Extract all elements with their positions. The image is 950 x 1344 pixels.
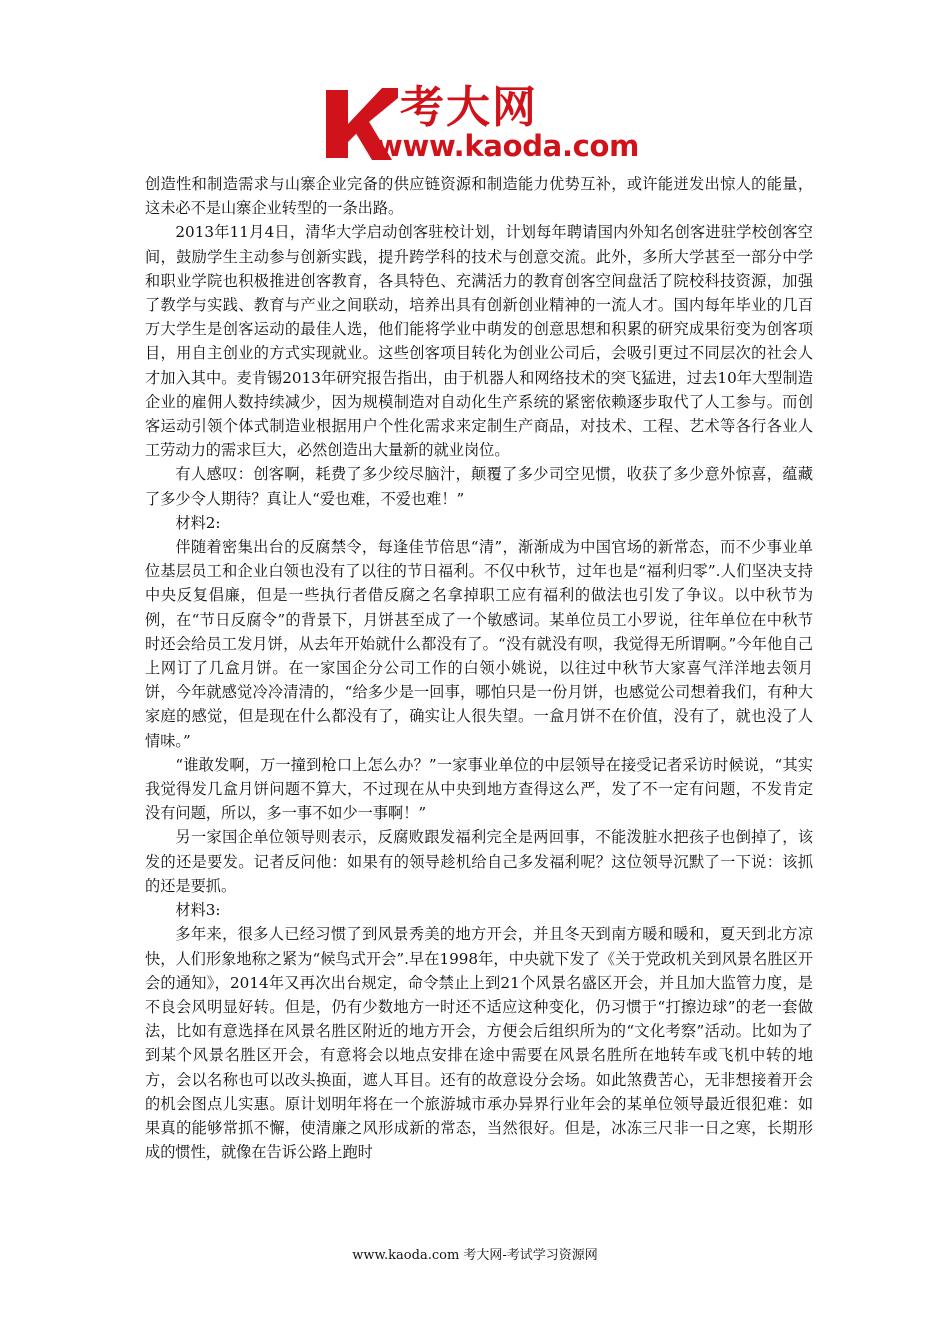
page-footer: www.kaoda.com 考大网-考试学习资源网 [352,1248,598,1263]
logo-url: www.kaoda.com [376,129,640,163]
material-3-heading: 材料3: [175,901,221,920]
article-body [145,172,813,1164]
site-logo[interactable] [318,84,638,164]
paragraph-1: 创造性和制造需求与山寨企业完备的供应链资源和制造能力优势互补，或许能迸发出惊人的能量，这未必不是山寨企业转型的一条出路。 [145,175,813,218]
paragraph-5: 伴随着密集出台的反腐禁令，每逢佳节倍思“清”，渐渐成为中国官场的新常态，而不少事业单位基层员工和企业白领也没有了以往的节日福利。不仅中秋节，过年也是“福利归零”.人们坚决支持中央反复倡廉，但是一些执行者借反腐之名拿掉职工应有福利的做法也引发了争议。以中秋节为例，在“节日反腐令”的背景下，月饼甚至成了一个敏感词。某单位员工小罗说，往年单位在中秋节时还会给员工发月饼，从去年开始就什么都没有了。“没有就没有呗，我觉得无所谓啊。”今年他自己上网订了几盒月饼。在一家国企分公司工作的白领小姚说，以往过中秋节大家喜气洋洋地去领月饼，今年就感觉冷冷清清的，“给多少是一回事，哪怕只是一份月饼，也感觉公司想着我们，有种大家庭的感觉，但是现在什么都没有了，确实让人很失望。一盒月饼不在价值，没有了，就也没了人情味。” [145,538,813,750]
paragraph-9: 多年来，很多人已经习惯了到风景秀美的地方开会，并且冬天到南方暖和暖和，夏天到北方凉快，人们形象地称之紧为“候鸟式开会”.早在1998年，中央就下发了《关于党政机关到风景名胜区开会的通知》，2014年又再次出台规定，命令禁止上到21个风景名盛区开会，并且加大监管力度，是不良会风明显好转。但是，仍有少数地方一时还不适应这种变化，仍习惯于“打擦边球”的老一套做法，比如有意选择在风景名胜区附近的地方开会，方便会后组织所为的“文化考察”活动。比如为了到某个风景名胜区开会，有意将会以地点安排在途中需要在风景名胜所在地转车或飞机中转的地方，会以名称也可以改头换面，遮人耳目。还有的故意设分会场。如此煞费苦心，无非想接着开会的机会图点儿实惠。原计划明年将在一个旅游城市承办异界行业年会的某单位领导最近很犯难：如果真的能够常抓不懈，使清廉之风形成新的常态，当然很好。但是，冰冻三尺非一日之寒，长期形成的惯性，就像在告诉公路上跑时 [145,925,813,1162]
logo-letter: K [322,142,323,143]
paragraph-6: “谁敢发啊，万一撞到枪口上怎么办？”一家事业单位的中层领导在接受记者采访时候说，“其实我觉得发几盒月饼问题不算大，不过现在从中央到地方查得这么严，发了不一定有问题，不发肯定没有问题，所以，多一事不如少一事啊！” [145,755,813,823]
paragraph-2: 2013年11月4日，清华大学启动创客驻校计划，计划每年聘请国内外知名创客进驻学校创客空间，鼓励学生主动参与创新实践，提升跨学科的技术与创意交流。此外，多所大学甚至一部分中学和职业学院也积极推进创客教育，各具特色、充满活力的教育创客空间盘活了院校科技资源，加强了教学与实践、教育与产业之间联动，培养出具有创新创业精神的一流人才。国内每年毕业的几百万大学生是创客运动的最佳人选，他们能将学业中萌发的创意思想和积累的研究成果衍变为创客项目，用自主创业的方式实现就业。这些创客项目转化为创业公司后，会吸引更过不同层次的社会人才加入其中。麦肯锡2013年研究报告指出，由于机器人和网络技术的突飞猛进，过去10年大型制造企业的雇佣人数持续减少，因为规模制造对自动化生产系统的紧密依赖逐步取代了人工参与。而创客运动引领个体式制造业根据用户个性化需求来定制生产商品，对技术、工程、艺术等各行各业人工劳动力的需求巨大，必然创造出大量新的就业岗位。 [145,223,813,460]
paragraph-3: 有人感叹：创客啊，耗费了多少绞尽脑汁，颠覆了多少司空见惯，收获了多少意外惊喜，蕴藏了多少令人期待？真让人“爱也难，不爱也难！” [145,465,813,508]
material-2-heading: 材料2: [175,513,221,532]
logo-name: 考大网 [400,82,538,133]
paragraph-7: 另一家国企单位领导则表示，反腐败跟发福利完全是两回事，不能泼脏水把孩子也倒掉了，该发的还是要发。记者反问他：如果有的领导趁机给自己多发福利呢？这位领导沉默了一下说：该抓的还是要抓。 [145,828,813,895]
